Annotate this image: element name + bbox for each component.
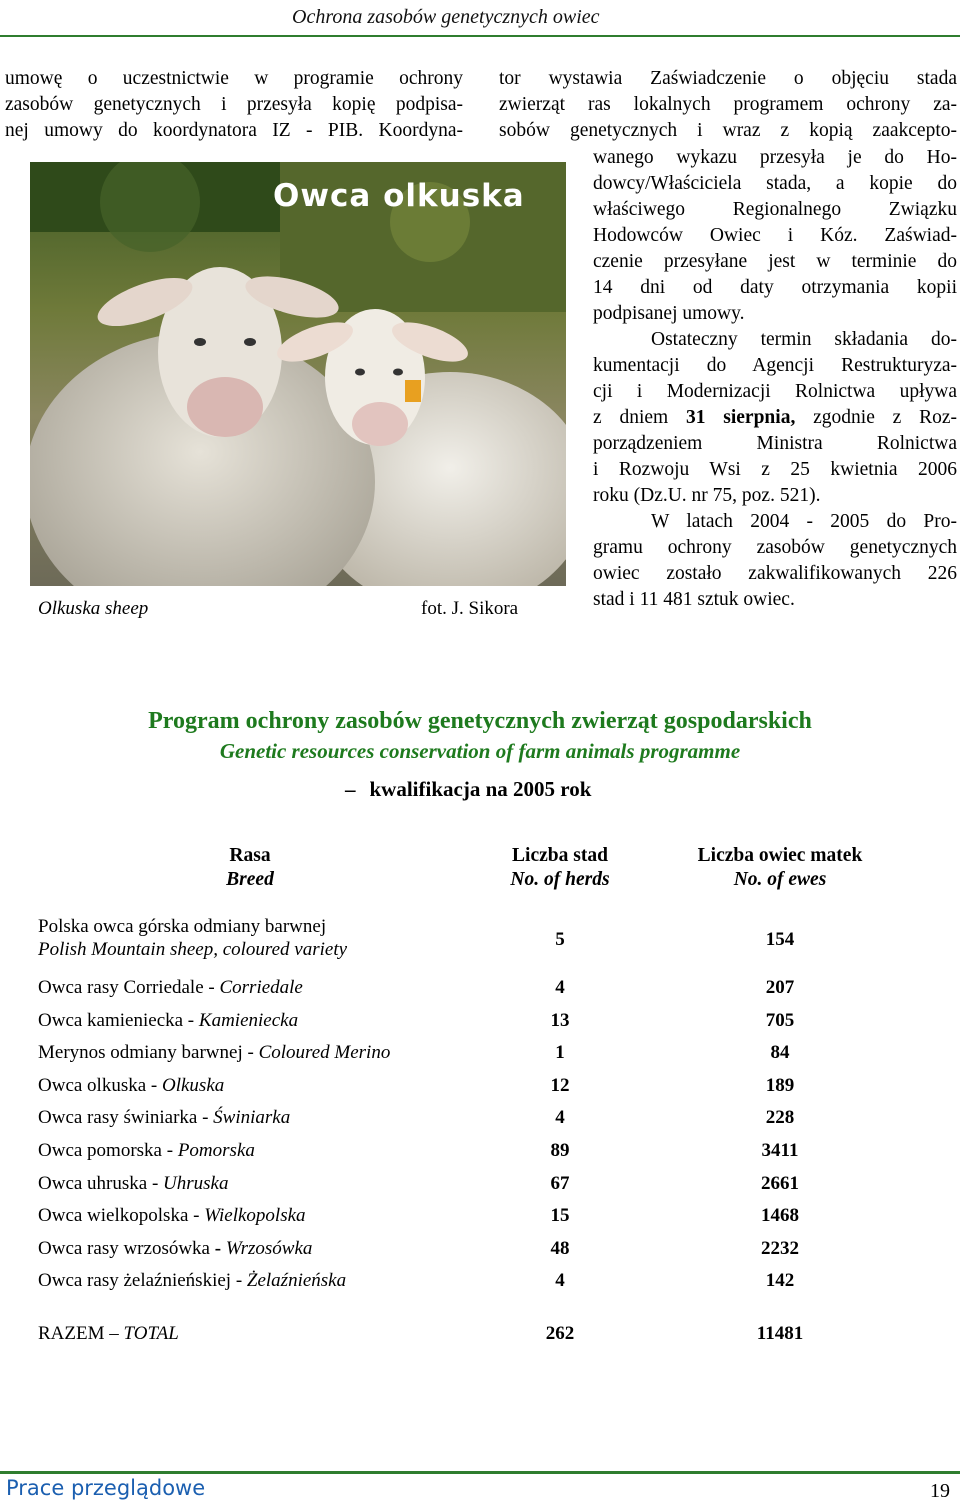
text-line: tor wystawia Zaświadczenie o objęciu stada [499,68,957,89]
header-breed-en: Breed [226,869,274,890]
table-row [38,1173,918,1205]
table-total-row [38,1323,918,1355]
photo-credit: fot. J. Sikora [421,598,519,619]
ewes-value: 2232 [761,1238,799,1259]
text-line: nej umowy do koordynatora IZ - PIB. Koordyna- [5,120,463,141]
breed-name-en: Corriedale [219,977,303,998]
table-row-first [38,916,347,961]
text-line: zwierząt ras lokalnych programem ochrony za- [499,94,957,115]
text-line: i Rozwoju Wsi z 25 kwietnia 2006 [593,459,957,480]
breed-name-en: Kamieniecka [198,1010,299,1031]
text-line: Ostateczny termin składania do- [651,329,957,350]
text-line: kumentacji do Agencji Restrukturyza- [593,355,957,376]
text-line: sobów genetycznych i wraz z kopią zaakcepto- [499,120,957,141]
ewes-value: 207 [765,977,795,998]
sheep-photo [30,162,566,586]
deadline-date: 31 sierpnia, [685,407,796,428]
ewes-value: 228 [765,1107,795,1128]
breed-name [38,1205,306,1227]
separator: - [214,1238,226,1259]
program-title: Program ochrony zasobów genetycznych zwierząt gospodarskich [148,708,812,734]
table-row [38,977,918,1009]
text-line: czenie przesyłane jest w terminie do [593,251,957,272]
herds-value: 4 [555,1270,565,1291]
right-column-top-text [499,66,957,144]
breed-name-pl: Owca rasy Corriedale - [38,977,220,998]
breed-name-pl: Owca rasy świniarka - [38,1107,214,1128]
text-line: roku (Dz.U. nr 75, poz. 521). [593,485,821,506]
qualification-heading [345,777,591,802]
breed-name [38,1140,255,1162]
text-line: właściwego Regionalnego Związku [593,199,957,220]
herds-value: 12 [550,1075,570,1096]
breed-name [38,1173,229,1195]
program-subtitle: Genetic resources conservation of farm animals programme [219,739,741,763]
breed-name-pl: Owca wielkopolska - [38,1205,205,1226]
text-fragment: z dniem [593,407,686,428]
header-rule [0,35,960,37]
breed-name-pl: Owca rasy wrzosówka [38,1238,215,1259]
table-row [38,1010,918,1042]
total-label-pl: RAZEM – [38,1323,124,1344]
breed-name-en: Wrzosówka [225,1238,313,1259]
photo-title: Owca olkuska [273,178,525,214]
table-row [38,1107,918,1139]
table-row [38,1205,918,1237]
herds-value: 4 [555,977,565,998]
running-title: Ochrona zasobów genetycznych owiec [292,6,600,28]
header-herds-en: No. of herds [510,869,610,890]
total-label-en: TOTAL [123,1323,179,1344]
breed-name [38,1270,346,1292]
text-line: podpisanej umowy. [593,303,745,324]
header-herds: Liczba stad [512,845,608,866]
breed-name: Polska owca górska odmiany barwnej [38,916,327,937]
page-number: 19 [930,1480,950,1502]
breed-name-en: Olkuska [162,1075,225,1096]
total-ewes: 11481 [756,1323,804,1344]
breed-name [38,1238,312,1260]
text-fragment: zgodnie z Roz- [795,407,957,428]
text-line: dowcy/Właściciela stada, a kopie do [593,173,957,194]
right-column-text [593,145,957,613]
text-line: W latach 2004 - 2005 do Pro- [651,511,957,532]
breed-name-en: Świniarka [213,1107,291,1128]
text-line: 14 dni od daty otrzymania kopii [593,277,957,298]
text-line: owiec zostało zakwalifikowanych 226 [593,563,957,584]
breed-name [38,1107,290,1129]
table-row [38,1075,918,1107]
herds-value: 4 [555,1107,565,1128]
text-line [593,405,957,431]
ewes-value: 1468 [761,1205,799,1226]
ewes-value: 705 [765,1010,795,1031]
photo-caption: Olkuska sheep [38,598,149,619]
breed-name-en: Wielkopolska [204,1205,306,1226]
breed-name-pl: Merynos odmiany barwnej - [38,1042,259,1063]
text-line: cji i Modernizacji Rolnictwa upływa [593,381,957,402]
table-row [38,1270,918,1302]
breed-name [38,1010,298,1032]
text-line: porządzeniem Ministra Rolnictwa [593,433,957,454]
header-ewes-en: No. of ewes [733,869,827,890]
text-line: wanego wykazu przesyła je do Ho- [593,147,957,168]
ewes-value: 189 [765,1075,795,1096]
breed-name-en: Żelaźnieńska [246,1270,347,1291]
text-line: stad i 11 481 sztuk owiec. [593,589,795,610]
footer-rule [0,1471,960,1474]
breed-name [38,977,303,999]
herds-value: 15 [550,1205,570,1226]
breed-name-pl: Owca pomorska - [38,1140,178,1161]
table-row [38,1238,918,1270]
breed-name-en: Polish Mountain sheep, coloured variety [38,939,348,960]
text-line: gramu ochrony zasobów genetycznych [593,537,957,558]
ewes-value: 3411 [761,1140,799,1161]
text-line: umowę o uczestnictwie w programie ochrony [5,68,463,89]
table-row [38,1140,918,1172]
breed-name-pl: Owca uhruska - [38,1173,164,1194]
total-label [38,1323,179,1345]
breed-name-en: Pomorska [177,1140,255,1161]
herds-value: 5 [555,929,565,950]
breed-name-pl: Owca rasy żelaźnieńskiej - [38,1270,247,1291]
breed-name-pl: Owca kamieniecka - [38,1010,199,1031]
breed-name [38,1042,390,1064]
qualification-label: kwalifikacja na 2005 rok [369,777,592,801]
ewes-value: 2661 [761,1173,799,1194]
herds-value: 89 [550,1140,570,1161]
table-row [38,1042,918,1074]
breed-name-pl: Owca olkuska - [38,1075,162,1096]
sheep-illustration [30,162,566,586]
herds-value: 67 [550,1173,570,1194]
breed-name-en: Uhruska [163,1173,229,1194]
ewes-value: 154 [765,929,795,950]
dash: – [345,777,356,801]
text-line: zasobów genetycznych i przesyła kopię podpisa- [5,94,463,115]
text-line: Hodowców Owiec i Kóz. Zaświad- [593,225,957,246]
herds-value: 13 [550,1010,570,1031]
left-column-text [5,66,463,144]
herds-value: 1 [555,1042,565,1063]
breed-name [38,1075,224,1097]
breed-name-en: Coloured Merino [258,1042,391,1063]
header-breed: Rasa [229,845,271,866]
footer-section: Prace przeglądowe [6,1476,206,1500]
ewes-value: 84 [770,1042,790,1063]
total-herds: 262 [545,1323,575,1344]
ewes-value: 142 [765,1270,795,1291]
herds-value: 48 [550,1238,570,1259]
header-ewes: Liczba owiec matek [697,845,863,866]
